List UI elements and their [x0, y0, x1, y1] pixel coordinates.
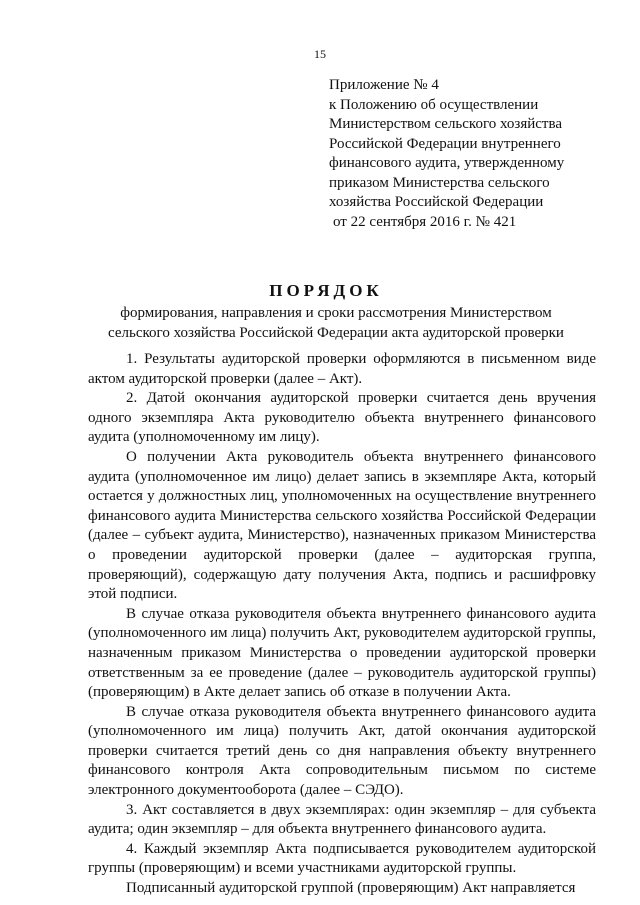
appendix-line: от 22 сентября 2016 г. № 421 [333, 213, 517, 230]
paragraph: 3. Акт составляется в двух экземплярах: один экземпляр – для субъекта аудита; один экземпляр – для объекта внутреннего финансового аудита. [88, 801, 596, 838]
subtitle-line: формирования, направления и сроки рассмотрения Министерством [120, 305, 552, 321]
subtitle-line: сельского хозяйства Российской Федерации акта аудиторской проверки [108, 324, 564, 341]
appendix-line: Приложение № 4 [329, 77, 439, 93]
document-subtitle [88, 304, 584, 343]
appendix-line: приказом Министерства сельского [329, 174, 550, 191]
paragraph: В случае отказа руководителя объекта внутреннего финансового аудита (уполномоченного им лица) получить Акт, датой окончания аудиторской проверки считается третий день со дня направления объекту внутреннего финансового контроля Акта сопроводительным письмом по системе электронного документооборота (далее – СЭДО). [88, 703, 596, 799]
appendix-line: Российской Федерации внутреннего [329, 135, 561, 152]
appendix-line: Министерством сельского хозяйства [329, 116, 563, 132]
paragraph: Подписанный аудиторской группой (проверяющим) Акт направляется [126, 880, 576, 897]
document-title: ПОРЯДОК [269, 281, 383, 300]
appendix-line: финансового аудита, утвержденному [329, 155, 565, 171]
paragraph: О получении Акта руководитель объекта внутреннего финансового аудита (уполномоченное им лицо) делает запись в экземпляре Акта, который остается у должностных лиц, уполномоченных на осуществление внутреннего финансового аудита Министерства сельского хозяйства Российской Федерации (далее – субъект аудита, Министерство), назначенных приказом Министерства о проведении аудиторской проверки (далее – аудиторская группа, проверяющий), содержащую дату получения Акта, подпись и расшифровку этой подписи. [88, 448, 596, 603]
paragraph: 2. Датой окончания аудиторской проверки считается день вручения одного экземпляра Акта руководителю объекта внутреннего финансового аудита (уполномоченному им лицу). [88, 390, 596, 446]
paragraph: 1. Результаты аудиторской проверки оформляются в письменном виде актом аудиторской проверки (далее – Акт). [88, 351, 596, 387]
appendix-line: хозяйства Российской Федерации [329, 194, 544, 210]
appendix-line: к Положению об осуществлении [329, 96, 539, 113]
paragraph: В случае отказа руководителя объекта внутреннего финансового аудита (уполномоченного им лица) получить Акт, руководителем аудиторской группы, назначенным приказом Министерства о проведении аудиторской проверки ответственным за ее проведение (далее – руководитель аудиторской группы) (проверяющим) в Акте делает запись об отказе в получении Акта. [88, 605, 596, 701]
page-number: 15 [314, 47, 326, 61]
appendix-header [329, 76, 619, 232]
document-body [88, 350, 596, 899]
paragraph: 4. Каждый экземпляр Акта подписывается руководителем аудиторской группы (проверяющим) и всеми участниками аудиторской группы. [88, 840, 596, 877]
